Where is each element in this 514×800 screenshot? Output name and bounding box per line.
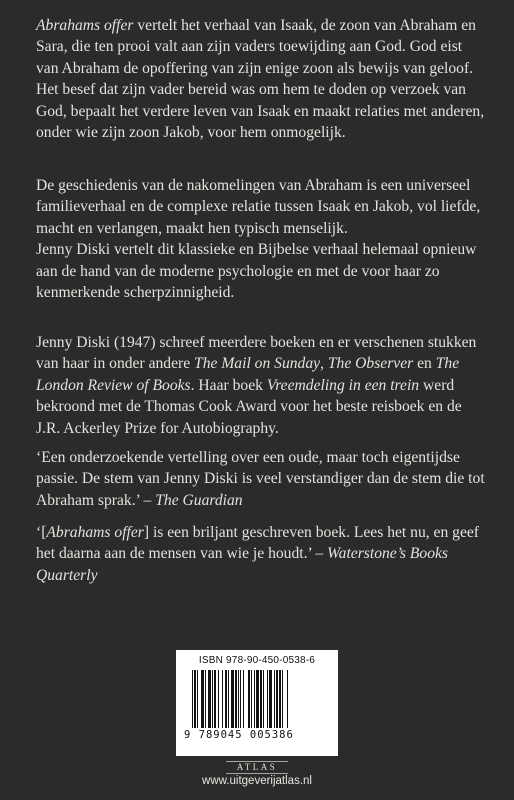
bio-text: . Haar boek [190,376,267,394]
barcode-bar [205,670,206,728]
quote-source: The Guardian [155,491,243,509]
book-title: Vreemdeling in een trein [266,376,420,394]
barcode-bar [269,670,272,728]
barcode-bar [238,670,239,728]
barcode-bar [276,670,278,728]
bio-text: werd bekroond met de Thomas Cook Award voor het beste reisboek en de J.R. Ackerley Prize for Autobiography. [36,376,462,437]
barcode-bar [256,670,259,728]
barcode-bar [228,670,229,728]
blurb-paragraph-1 [36,15,486,143]
publisher-website: www.uitgeverijatlas.nl [202,775,312,787]
barcode-bar [214,670,216,728]
ean-digits: 9 789045 005386 [184,729,294,741]
barcode-bar [235,670,237,728]
barcode-bar [282,670,283,728]
quote-source: Waterstone’s Books Quarterly [36,545,448,584]
blurb-paragraph-2 [36,175,486,303]
book-title: Abrahams offer [36,17,134,34]
quote-text: ‘[ [36,524,47,541]
review-quote-1 [36,447,486,511]
publication-title: The London Review of Books [36,355,460,394]
barcode-bar [212,670,213,728]
barcode-bar [225,670,227,728]
quote-text: ‘Een onderzoekende vertelling over een oude, maar toch eigentijdse passie. De stem van Jenny Diski is veel verstandiger dan de stem die tot Abraham sprak.’ – [36,449,485,509]
blurb-text: vertelt het verhaal van Isaak, de zoon van Abraham en Sara, die ten prooi valt aan zijn vaders toewijding aan God. God eist van Abraham de opoffering van zijn enige zoon als bewijs van geloof. Het besef dat zijn vader bereid was om hem te doden op verzoek van God, bepaalt het verdere leven van Isaak en maakt relaties met anderen, onder wie zijn zoon Jakob, voor hem onmogelijk. [36,17,485,142]
review-quote-2 [36,522,486,586]
barcode-bar [240,670,241,728]
barcode-bar [243,670,244,728]
isbn-label: ISBN 978-90-450-0538-6 [198,655,316,666]
barcode-bar [218,670,219,728]
barcode-bar [201,670,203,728]
book-title: Abrahams offer [46,524,144,541]
bio-text: en [413,355,436,373]
barcode-bar [263,670,264,728]
quote-text: ] is een briljant geschreven boek. Lees het nu, en geef het daarna aan de mensen van wie je houdt.’ – [36,524,479,563]
barcode-bar [231,670,234,728]
barcode-bar [194,670,196,728]
bio-text: Jenny Diski (1947) schreef meerdere boeken en er verschenen stukken van haar in onder andere [36,334,477,373]
bio-text: , [320,355,328,373]
author-bio [36,332,486,439]
barcode-bar [287,670,288,728]
publication-title: The Mail on Sunday [194,355,321,373]
publisher-logo: ATLAS [226,761,288,774]
blurb-text: De geschiedenis van de nakomelingen van Abraham is een universeel familieverhaal en de complexe relatie tussen Isaak en Jakob, vol liefde, macht en verlangen, maakt hen typisch menselijk. [36,177,481,237]
barcode-bar [222,670,223,728]
barcode-bar [251,670,252,728]
barcode-box [176,650,338,756]
barcode-bar [248,670,250,728]
barcode-bar [254,670,255,728]
barcode-bar [267,670,268,728]
barcode-bar [274,670,275,728]
barcode-bars [192,670,322,728]
publication-title: The Observer [327,355,414,373]
barcode-bar [197,670,198,728]
barcode-bar [192,670,193,728]
barcode-bar [279,670,281,728]
barcode-bar [260,670,262,728]
barcode-bar [208,670,211,728]
blurb-text: Jenny Diski vertelt dit klassieke en Bijbelse verhaal helemaal opnieuw aan de hand van de moderne psychologie en met de voor haar zo kenmerkende scherpzinnigheid. [36,241,477,302]
